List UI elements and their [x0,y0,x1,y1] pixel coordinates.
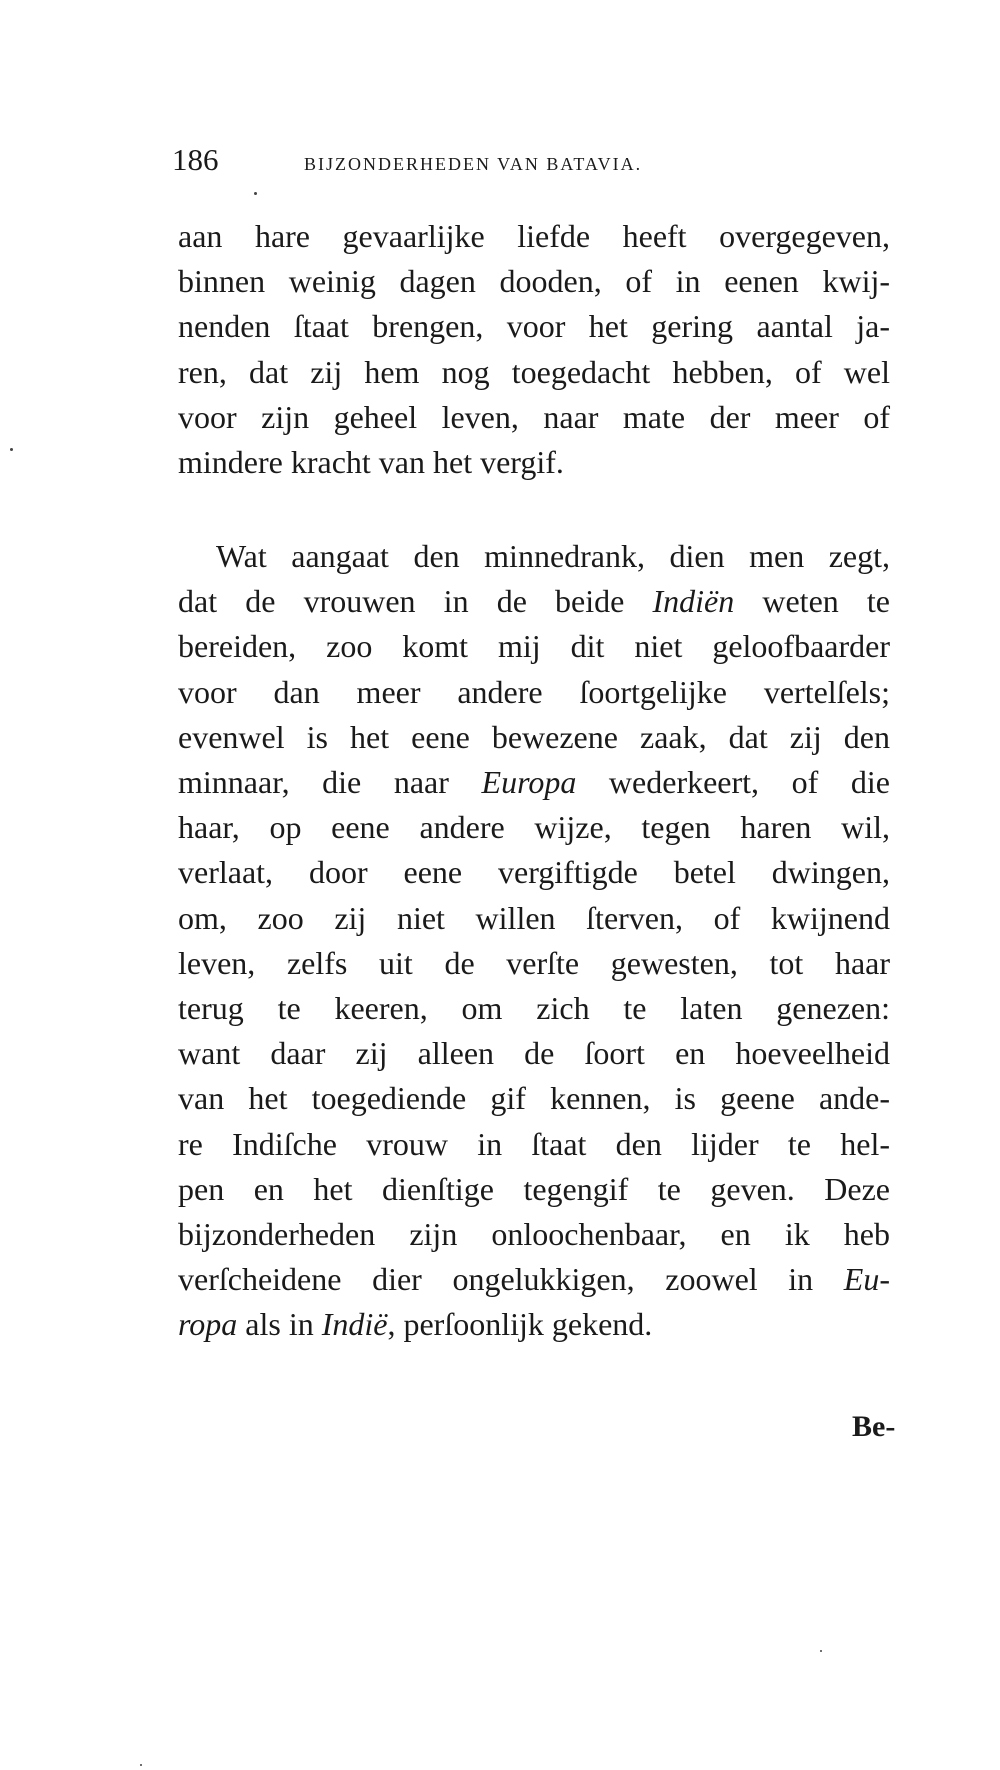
catchword: Be- [852,1410,896,1443]
text-run: , perſoonlijk gekend. [387,1306,653,1343]
text-line: leven, zelfs uit de verſte gewesten, tot haar [178,944,890,981]
page-header [172,142,792,182]
text-run: verſcheidene dier ongelukkigen, zoowel in [178,1261,844,1298]
text-line: om, zoo zij niet willen ſterven, of kwijnend [178,899,890,936]
page-number: 186 [172,142,219,177]
text-line: binnen weinig dagen dooden, of in eenen kwij- [178,263,890,300]
italic-place-name: Europa [481,764,577,801]
text-line: want daar zij alleen de ſoort en hoeveelheid [178,1035,890,1072]
italic-place-name: Indiën [652,583,735,620]
text-line [178,760,890,805]
text-line [178,1257,890,1302]
text-line: haar, op eene andere wijze, tegen haren wil, [178,809,890,846]
paper-speck [254,192,257,195]
text-run: wederkeert, of die [576,764,890,801]
paper-speck [10,448,13,451]
text-line: mindere kracht van het vergif. [178,444,564,481]
text-run: minnaar, die naar [178,764,482,801]
running-head: BIJZONDERHEDEN VAN BATAVIA. [304,154,643,174]
italic-place-name: Eu- [843,1261,890,1298]
text-line: ren, dat zij hem nog toegedacht hebben, of wel [178,353,890,390]
italic-place-name: Indië [321,1306,388,1343]
text-line [178,579,890,624]
text-line: voor dan meer andere ſoortgelijke vertelſels; [178,673,890,710]
text-line: van het toegediende gif kennen, is geene ande- [178,1080,890,1117]
text-line: bereiden, zoo komt mij dit niet geloofbaarder [178,628,890,665]
text-run: weten te [734,583,891,620]
paragraph-2 [178,534,890,1348]
text-line: Wat aangaat den minnedrank, dien men zegt, [216,538,890,574]
text-line: re Indiſche vrouw in ſtaat den lijder te hel- [178,1125,890,1162]
italic-place-name: ropa [178,1306,238,1343]
text-line: nenden ſtaat brengen, voor het gering aantal ja- [178,308,890,345]
text-line: verlaat, door eene vergiftigde betel dwingen, [178,854,890,891]
text-run: dat de vrouwen in de beide [178,583,653,620]
text-line: pen en het dienſtige tegengif te geven. Deze [178,1170,890,1207]
text-line: evenwel is het eene bewezene zaak, dat zij den [178,718,890,755]
text-line: terug te keeren, om zich te laten genezen: [178,990,890,1027]
text-line: bijzonderheden zijn onloochenbaar, en ik heb [178,1216,890,1253]
text-line: voor zijn geheel leven, naar mate der meer of [178,398,890,435]
text-line [178,1302,890,1347]
paper-speck [140,1764,142,1766]
paragraph-1 [178,214,890,485]
text-line: aan hare gevaarlijke liefde heeft overgegeven, [178,218,890,254]
paper-speck [820,1650,822,1652]
text-run: als in [237,1306,322,1343]
